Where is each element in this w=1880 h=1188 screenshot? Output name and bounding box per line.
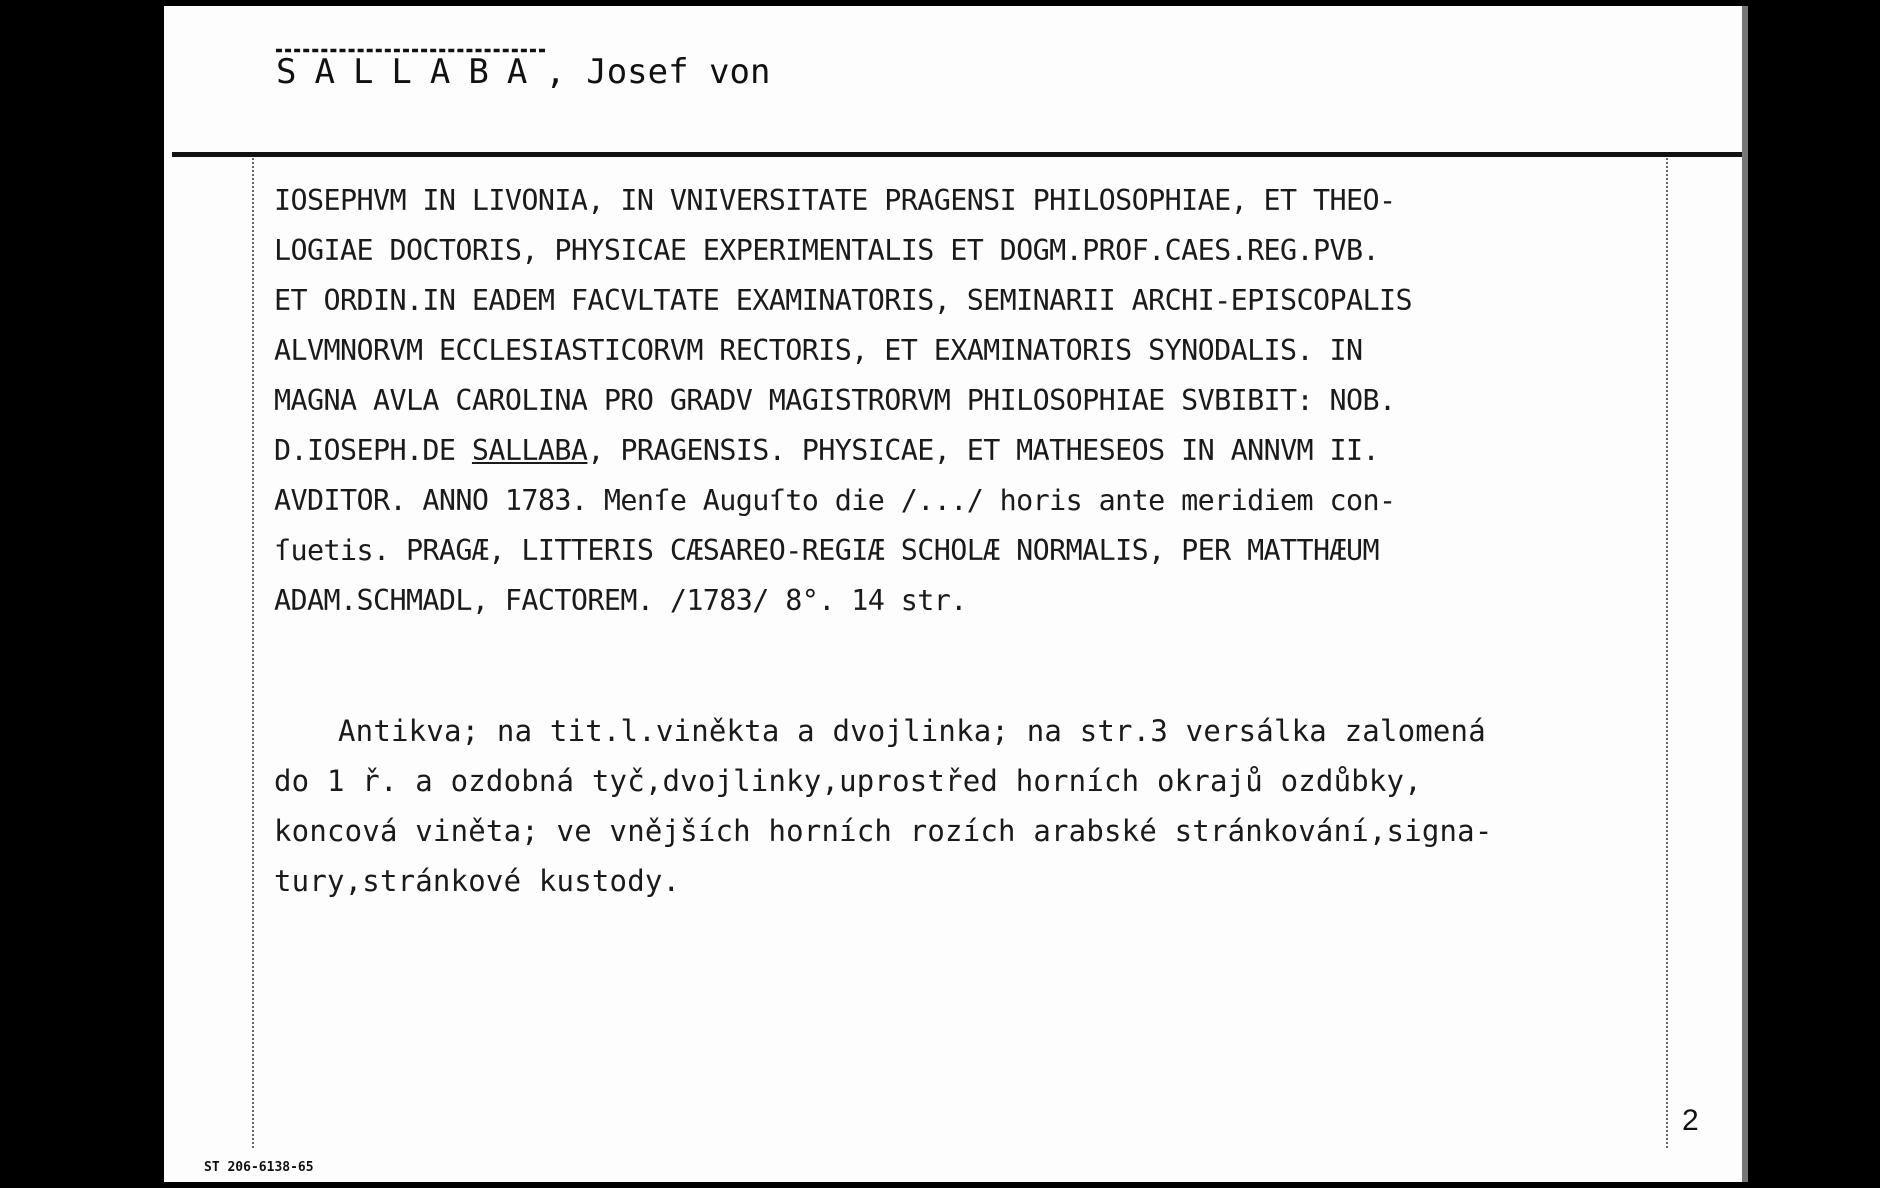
heading-surname: SALLABA xyxy=(276,52,546,92)
title-line: MAGNA AVLA CAROLINA PRO GRADV MAGISTRORVM PHILOSOPHIAE SVBIBIT: NOB. xyxy=(274,384,1396,417)
title-line-part: D.IOSEPH.DE xyxy=(274,434,472,467)
title-line: LOGIAE DOCTORIS, PHYSICAE EXPERIMENTALIS ET DOGM.PROF.CAES.REG.PVB. xyxy=(274,234,1380,267)
title-line: ET ORDIN.IN EADEM FACVLTATE EXAMINATORIS, SEMINARII ARCHI-EPISCOPALIS xyxy=(274,284,1412,317)
title-line: ADAM.SCHMADL, FACTOREM. /1783/ 8°. 14 str. xyxy=(274,584,967,617)
form-code: ST 206-6138-65 xyxy=(204,1160,314,1175)
title-line: IOSEPHVM IN LIVONIA, IN VNIVERSITATE PRAGENSI PHILOSOPHIAE, ET THEO- xyxy=(274,184,1396,217)
note-line: tury,stránkové kustody. xyxy=(274,864,681,898)
title-transcription xyxy=(274,176,1412,626)
note-line: koncová viněta; ve vnějších horních rozích arabské stránkování,signa- xyxy=(274,814,1493,848)
title-line xyxy=(274,426,1412,476)
title-line-part: , PRAGENSIS. PHYSICAE, ET MATHESEOS IN ANNVM II. xyxy=(587,434,1380,467)
card-page-number: 2 xyxy=(1682,1104,1699,1137)
left-margin-rule xyxy=(252,158,254,1148)
heading-given-name: , Josef von xyxy=(545,52,771,92)
title-line: AVDITOR. ANNO 1783. Menſe Auguſto die /.../ horis ante meridiem con- xyxy=(274,484,1396,517)
card-heading xyxy=(276,52,770,92)
heading-rule xyxy=(172,152,1742,157)
note-line: Antikva; na tit.l.viněkta a dvojlinka; na str.3 versálka zalomená xyxy=(338,714,1486,748)
title-line: ſuetis. PRAGÆ, LITTERIS CÆSAREO-REGIÆ SCHOLÆ NORMALIS, PER MATTHÆUM xyxy=(274,534,1380,567)
description-note xyxy=(274,706,1493,906)
note-line: do 1 ř. a ozdobná tyč,dvojlinky,uprostřed horních okrajů ozdůbky, xyxy=(274,764,1422,798)
right-margin-rule xyxy=(1666,158,1668,1148)
card-edge-shadow xyxy=(1742,6,1748,1182)
title-line: ALVMNORVM ECCLESIASTICORVM RECTORIS, ET EXAMINATORIS SYNODALIS. IN xyxy=(274,334,1363,367)
underlined-author-name: SALLABA xyxy=(471,434,588,467)
